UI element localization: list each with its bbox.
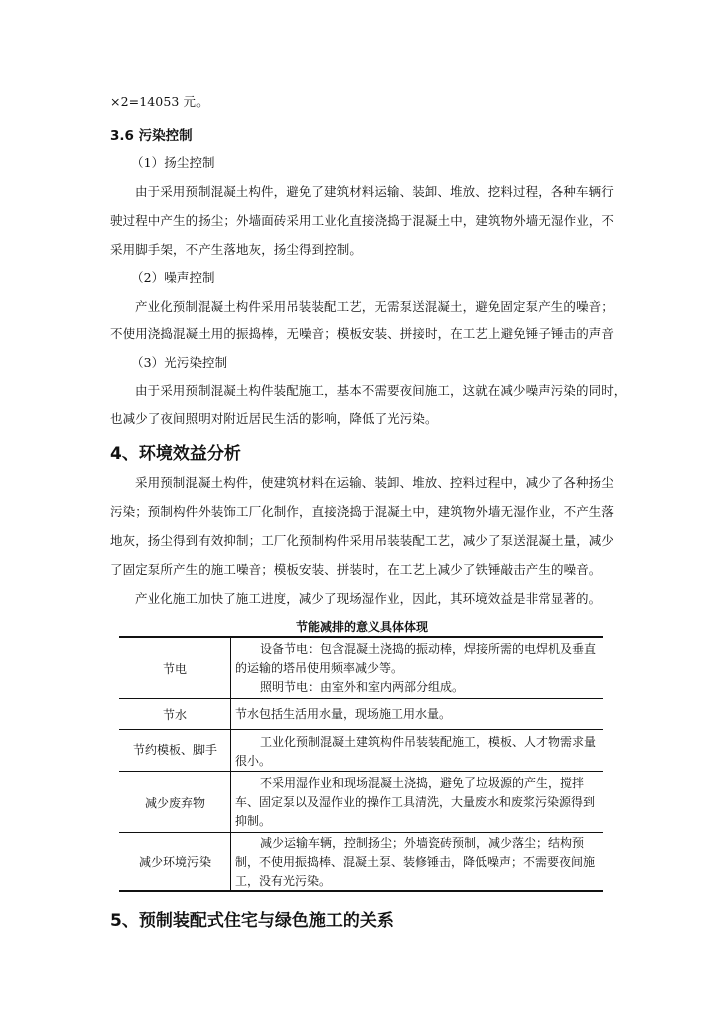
table-row-divider (119, 698, 603, 699)
text-line: 驶过程中产生的扬尘；外墙面砖采用工业化直接浇捣于混凝土中，建筑物外墙无湿作业，不 (110, 213, 615, 228)
table-column-divider (230, 637, 231, 891)
table-cell-description: 减少运输车辆，控制扬尘；外墙瓷砖预制，减少落尘；结构预制，不使用振捣棒、混凝土泵、装修锤击，降低噪声；不需要夜间施工，没有光污染。 (235, 836, 596, 888)
text-line: 由于采用预制混凝土构件装配施工，基本不需要夜间施工，这就在减少噪声污染的同时， (135, 383, 627, 398)
table-row-divider (119, 729, 603, 730)
subheading-light-control: （3）光污染控制 (131, 355, 228, 370)
text-line: 不使用浇捣混凝土用的振捣棒，无噪音；模板安装、拼接时，在工艺上避免锤子锤击的声音 (110, 326, 615, 341)
subheading-dust-control: （1）扬尘控制 (131, 155, 215, 170)
table-cell-category: 节水 (162, 708, 187, 722)
table-cell-description: 设备节电：包含混凝土浇捣的振动棒，焊接所需的电焊机及垂直的运输的塔吊使用频率减少等。 照明节电：由室外和室内两部分组成。 (235, 642, 597, 694)
text-line: 地灰，扬尘得到有效抑制；工厂化预制构件采用吊装装配工艺，减少了泵送混凝土量，减少 (110, 533, 615, 548)
text-line: 采用预制混凝土构件，使建筑材料在运输、装卸、堆放、控料过程中，减少了各种扬尘 (135, 475, 614, 490)
table-row-divider (119, 832, 603, 833)
table-cell-category: 减少环境污染 (138, 855, 211, 869)
text-line: 产业化预制混凝土构件采用吊装装配工艺，无需泵送混凝土，避免固定泵产生的噪音； (135, 299, 614, 314)
table-cell-description: 工业化预制混凝土建筑构件吊装装配施工，模板、人才物需求量很小。 (235, 735, 597, 768)
text-line: 产业化施工加快了施工进度，减少了现场湿作业，因此，其环境效益是非常显著的。 (135, 591, 602, 606)
table-cell-description: 节水包括生活用水量，现场施工用水量。 (235, 707, 452, 721)
table-cell-category: 节约模板、脚手 (132, 743, 217, 757)
table-caption: 节能减排的意义具体体现 (295, 620, 428, 634)
table-row-divider (119, 771, 603, 772)
section-heading-5: 5、预制装配式住宅与绿色施工的关系 (110, 911, 394, 931)
text-line: 采用脚手架，不产生落地灰，扬尘得到控制。 (110, 242, 363, 257)
text-line: 也减少了夜间照明对附近居民生活的影响，降低了光污染。 (110, 411, 438, 426)
text-line: 由于采用预制混凝土构件，避免了建筑材料运输、装卸、堆放、挖料过程，各种车辆行 (135, 184, 614, 199)
table-cell-description: 不采用湿作业和现场混凝土浇捣，避免了垃圾源的产生，搅拌车、固定泵以及湿作业的操作工具清洗，大量废水和废浆污染源得到抑制。 (235, 776, 596, 828)
table-cell-category: 减少废弃物 (144, 796, 205, 810)
text-line: 污染；预制构件外装饰工厂化制作，直接浇捣于混凝土中，建筑物外墙无湿作业，不产生落 (110, 504, 615, 519)
table-top-rule (119, 636, 603, 638)
text-line: 了固定泵所产生的施工噪音；模板安装、拼装时，在工艺上减少了铁锤敲击产生的噪音。 (110, 562, 602, 577)
section-heading-3-6: 3.6 污染控制 (110, 128, 193, 144)
section-heading-4: 4、环境效益分析 (110, 444, 241, 464)
subheading-noise-control: （2）噪声控制 (131, 270, 215, 285)
table-cell-category: 节电 (162, 662, 187, 676)
text-line: ×2=14053 元。 (110, 94, 209, 109)
